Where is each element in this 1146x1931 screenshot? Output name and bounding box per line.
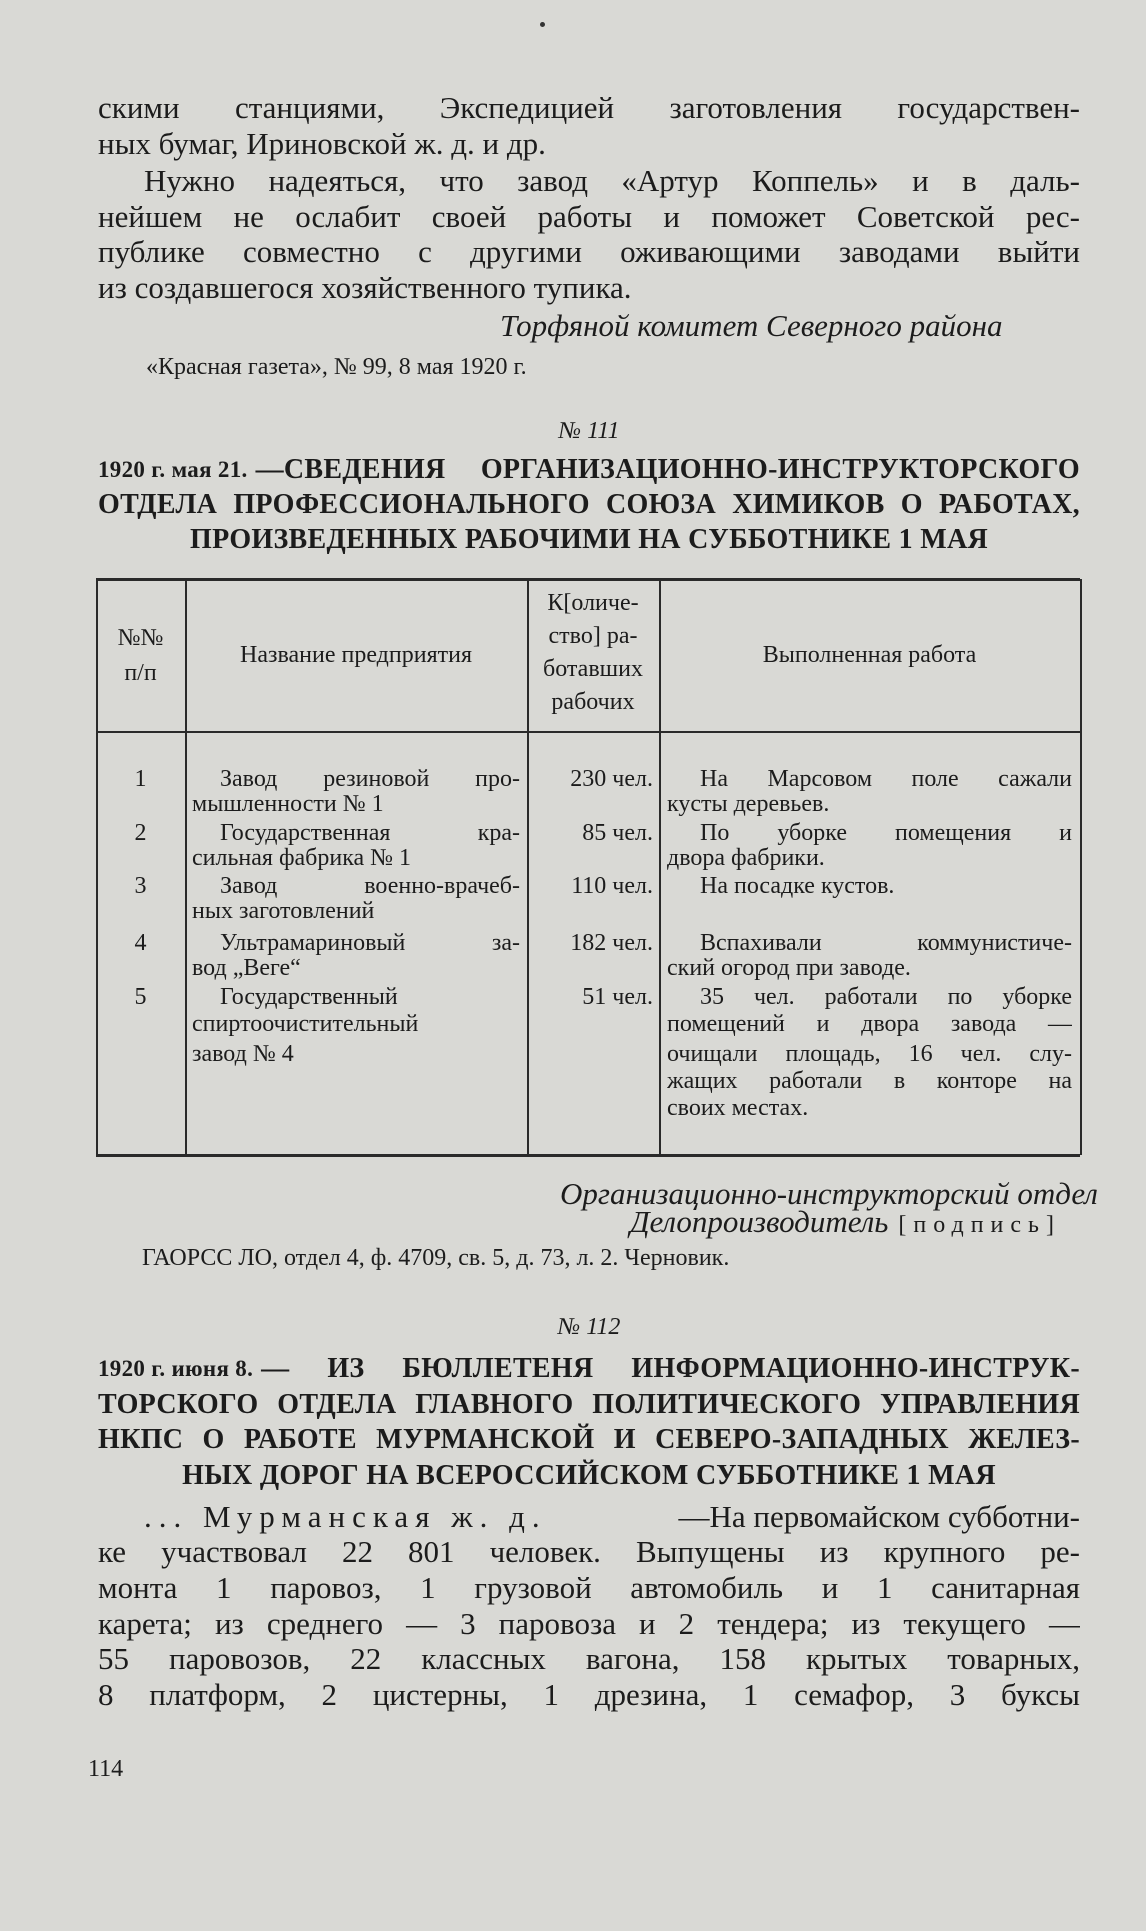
enterprise-name-line: сильная фабрика № 1 [192,845,412,871]
page-number: 114 [88,1756,124,1782]
heading-text: —СВЕДЕНИЯ ОРГАНИЗАЦИОННО-ИНСТРУКТОРСКОГО [255,454,1080,485]
signature: Торфяной комитет Северного района [500,308,1003,343]
document-heading-line: ОТДЕЛА ПРОФЕССИОНАЛЬНОГО СОЮЗА ХИМИКОВ О РАБОТАХ, [98,489,1080,520]
paragraph-line: публике совместно с другими оживающими заводами выйти [98,234,1080,269]
document-heading-line: НЫХ ДОРОГ НА ВСЕРОССИЙСКОМ СУББОТНИКЕ 1 МАЯ [182,1460,996,1491]
body-line: ке участвовал 22 801 человек. Выпущены из крупного ре- [98,1534,1080,1569]
signature-department: Организационно-инструкторский отдел [560,1176,1098,1211]
enterprise-name-line: ных заготовлений [192,898,375,924]
paragraph-line: из создавшегося хозяйственного тупика. [98,270,632,305]
document-heading-line [98,1351,1080,1387]
signature-note: [подпись] [898,1212,1061,1238]
row-number: 3 [134,873,147,899]
body-text: —На первомайском субботни- [678,1499,1080,1534]
work-done-line: На посадке кустов. [700,873,895,899]
table-header-cell: ботавших [543,656,643,682]
row-number: 1 [134,766,147,792]
paragraph-line: Нужно надеяться, что завод «Артур Коппель» и в даль- [144,163,1080,198]
document-heading-line [98,452,1080,488]
railway-name: ... Мурманская ж. д. [144,1499,547,1534]
worker-count: 182 чел. [570,930,653,956]
continuation-line: ных бумаг, Ириновской ж. д. и др. [98,126,546,161]
document-number: № 111 [558,418,620,444]
row-number: 5 [134,984,147,1010]
document-heading-line: НКПС О РАБОТЕ МУРМАНСКОЙ И СЕВЕРО-ЗАПАДНЫХ ЖЕЛЕЗ- [98,1424,1080,1455]
enterprise-name-line: Завод военно-врачеб- [220,873,520,899]
work-done-line: Вспахивали коммунистиче- [700,930,1072,956]
body-line: 8 платформ, 2 цистерны, 1 дрезина, 1 семафор, 3 буксы [98,1677,1080,1712]
row-number: 2 [134,820,147,846]
table-header-cell: К[оличе- [547,590,639,616]
speck [540,22,545,27]
document-heading-line: ПРОИЗВЕДЕННЫХ РАБОЧИМИ НА СУББОТНИКЕ 1 МАЯ [190,524,988,555]
work-done-line: очищали площадь, 16 чел. слу- [667,1041,1072,1067]
body-line: монта 1 паровоз, 1 грузовой автомобиль и 1 санитарная [98,1570,1080,1605]
table-bottom-rule [96,1154,1080,1157]
table-header-cell: ство] ра- [548,623,638,649]
document-date: 1920 г. июня 8. [98,1356,254,1381]
enterprise-name-line: Ультрамариновый за- [220,930,520,956]
document-date: 1920 г. мая 21. [98,457,248,482]
worker-count: 85 чел. [582,820,653,846]
work-done-line: 35 чел. работали по уборке [700,984,1072,1010]
table-header-cell: Название предприятия [240,642,472,668]
work-done-line: кусты деревьев. [667,791,830,817]
work-done-line: По уборке помещения и [700,820,1072,846]
enterprise-name-line: Государственный [220,984,398,1010]
paragraph-line: нейшем не ослабит своей работы и поможет Советской рес- [98,199,1080,234]
enterprise-name-line: спиртоочистительный [192,1011,419,1037]
work-done-line: На Марсовом поле сажали [700,766,1072,792]
table-header-cell: п/п [124,660,157,686]
body-line: 55 паровозов, 22 классных вагона, 158 крытых товарных, [98,1641,1080,1676]
work-done-line: двора фабрики. [667,845,825,871]
clerk-title: Делопроизводитель [629,1204,889,1239]
heading-text: — ИЗ БЮЛЛЕТЕНЯ ИНФОРМАЦИОННО-ИНСТРУК- [261,1353,1080,1384]
table-header-cell: №№ [117,625,164,651]
row-number: 4 [134,930,147,956]
table-header-rule [96,731,1080,733]
table-header-cell: рабочих [551,689,635,715]
work-done-line: ский огород при заводе. [667,955,911,981]
table-top-rule [96,578,1080,581]
work-done-line: помещений и двора завода — [667,1011,1072,1037]
signature-clerk [560,1204,1061,1240]
continuation-line: скими станциями, Экспедицией заготовления государствен- [98,90,1080,125]
archive-reference: ГАОРСС ЛО, отдел 4, ф. 4709, св. 5, д. 73, л. 2. Черновик. [142,1245,730,1271]
document-number: № 112 [557,1314,621,1340]
work-done-line: жащих работали в конторе на [667,1068,1072,1094]
worker-count: 110 чел. [571,873,653,899]
enterprise-name-line: завод № 4 [192,1041,294,1067]
worker-count: 230 чел. [570,766,653,792]
enterprise-name-line: Завод резиновой про- [220,766,520,792]
table-column-rule [1080,579,1082,1155]
enterprise-name-line: Государственная кра- [220,820,520,846]
worker-count: 51 чел. [582,984,653,1010]
table-header-cell: Выполненная работа [762,642,977,668]
body-line [144,1499,1080,1535]
enterprise-name-line: мышленности № 1 [192,791,384,817]
body-line: карета; из среднего — 3 паровоза и 2 тендера; из текущего — [98,1606,1080,1641]
document-heading-line: ТОРСКОГО ОТДЕЛА ГЛАВНОГО ПОЛИТИЧЕСКОГО УПРАВЛЕНИЯ [98,1389,1080,1420]
work-done-line: своих местах. [667,1095,809,1121]
enterprise-name-line: вод „Веге“ [192,955,301,981]
source-citation: «Красная газета», № 99, 8 мая 1920 г. [146,354,527,380]
